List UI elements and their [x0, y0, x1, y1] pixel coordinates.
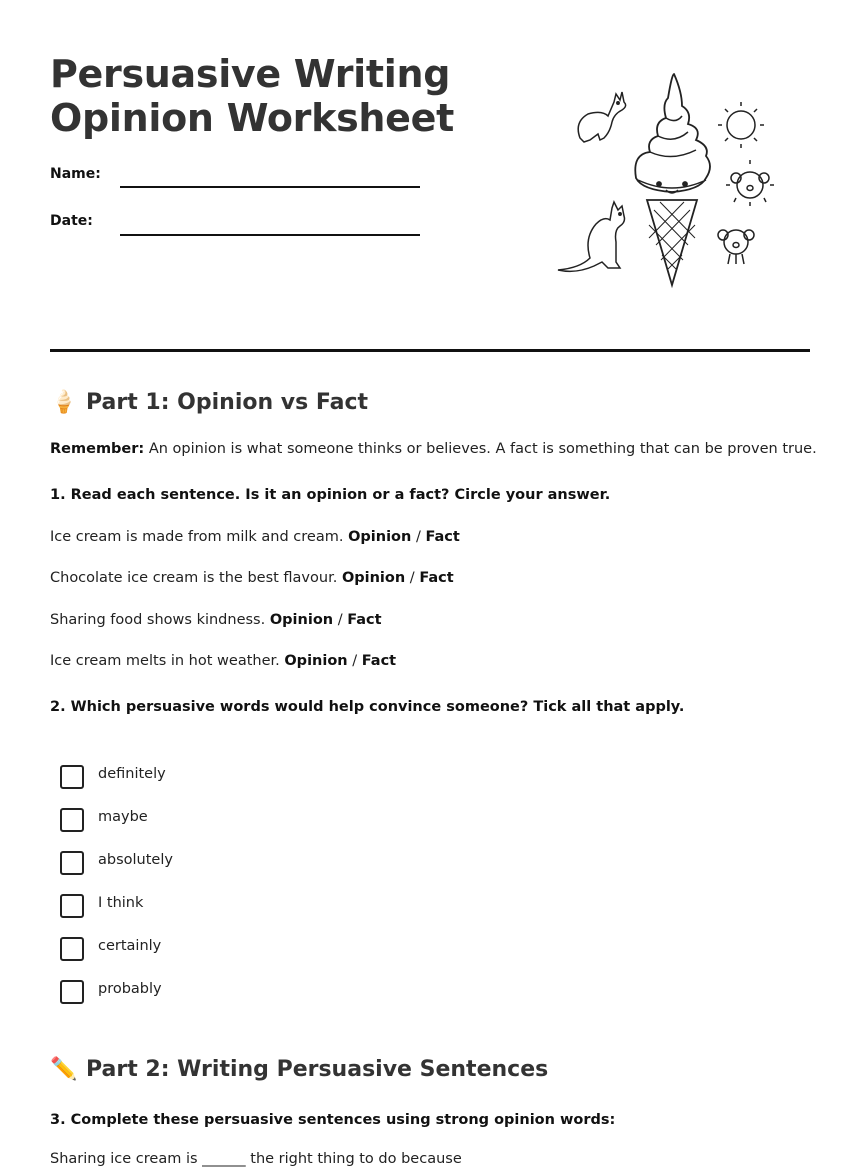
title-line-1: Persuasive Writing	[50, 52, 451, 96]
question-1: 1. Read each sentence. Is it an opinion or a fact? Circle your answer.	[50, 487, 611, 503]
opinion-choice[interactable]: Opinion	[348, 529, 412, 545]
fact-choice[interactable]: Fact	[419, 570, 454, 586]
choice-separator: /	[333, 612, 348, 628]
sentence-text: Ice cream melts in hot weather.	[50, 653, 285, 669]
checkbox-label: probably	[98, 981, 162, 997]
ice-cream-illustration	[550, 70, 790, 290]
fact-choice[interactable]: Fact	[361, 653, 397, 669]
part2-heading	[50, 1057, 548, 1082]
checkbox-label: absolutely	[98, 852, 173, 868]
checkbox-label: I think	[98, 895, 144, 911]
question-3: 3. Complete these persuasive sentences using strong opinion words:	[50, 1112, 616, 1128]
sun-icon	[718, 102, 764, 148]
question-2: 2. Which persuasive words would help convince someone? Tick all that apply.	[50, 699, 685, 715]
kangaroo-icon	[578, 92, 625, 142]
opinion-choice[interactable]: Opinion	[341, 570, 406, 586]
date-field[interactable]	[120, 234, 420, 236]
checkbox[interactable]	[60, 980, 84, 1004]
pencil-emoji-icon: ✏️	[50, 1057, 78, 1082]
part2-heading-text: Part 2: Writing Persuasive Sentences	[86, 1057, 549, 1082]
checkbox-label: maybe	[98, 809, 148, 825]
sentence-item	[50, 570, 454, 586]
opinion-choice[interactable]: Opinion	[284, 653, 348, 669]
choice-separator: /	[347, 653, 362, 669]
part1-heading-text: Part 1: Opinion vs Fact	[86, 390, 369, 415]
ice-cream-cone-icon	[635, 74, 710, 285]
opinion-choice[interactable]: Opinion	[269, 612, 334, 628]
checkbox[interactable]	[60, 894, 84, 918]
checkbox-label: certainly	[98, 938, 162, 954]
sentence-item	[50, 529, 460, 545]
fact-choice[interactable]: Fact	[347, 612, 382, 628]
checkbox[interactable]	[60, 765, 84, 789]
remember-note	[50, 441, 817, 457]
checkbox[interactable]	[60, 808, 84, 832]
header-divider	[50, 349, 810, 352]
sentence-text: Sharing food shows kindness.	[50, 612, 270, 628]
partial-sentence: Sharing ice cream is ______ the right thing to do because	[50, 1151, 462, 1167]
sentence-text: Chocolate ice cream is the best flavour.	[50, 570, 342, 586]
title-line-2: Opinion Worksheet	[50, 96, 454, 140]
kangaroo-icon	[558, 202, 625, 271]
fact-choice[interactable]: Fact	[425, 529, 460, 545]
choice-separator: /	[411, 529, 426, 545]
sentence-text: Ice cream is made from milk and cream.	[50, 529, 349, 545]
checkbox-label: definitely	[98, 766, 166, 782]
ice-cream-emoji-icon: 🍦	[50, 390, 78, 415]
part1-heading	[50, 390, 368, 415]
sentence-item	[50, 653, 396, 669]
name-label: Name:	[50, 166, 101, 182]
remember-label: Remember:	[50, 441, 145, 457]
choice-separator: /	[405, 570, 420, 586]
remember-text: An opinion is what someone thinks or believes. A fact is something that can be proven true.	[144, 441, 817, 457]
checkbox[interactable]	[60, 937, 84, 961]
page-title	[50, 52, 454, 140]
koala-icon	[726, 160, 774, 206]
date-label: Date:	[50, 213, 93, 229]
name-field[interactable]	[120, 186, 420, 188]
koala-icon	[718, 230, 754, 264]
checkbox[interactable]	[60, 851, 84, 875]
sentence-item	[50, 612, 382, 628]
